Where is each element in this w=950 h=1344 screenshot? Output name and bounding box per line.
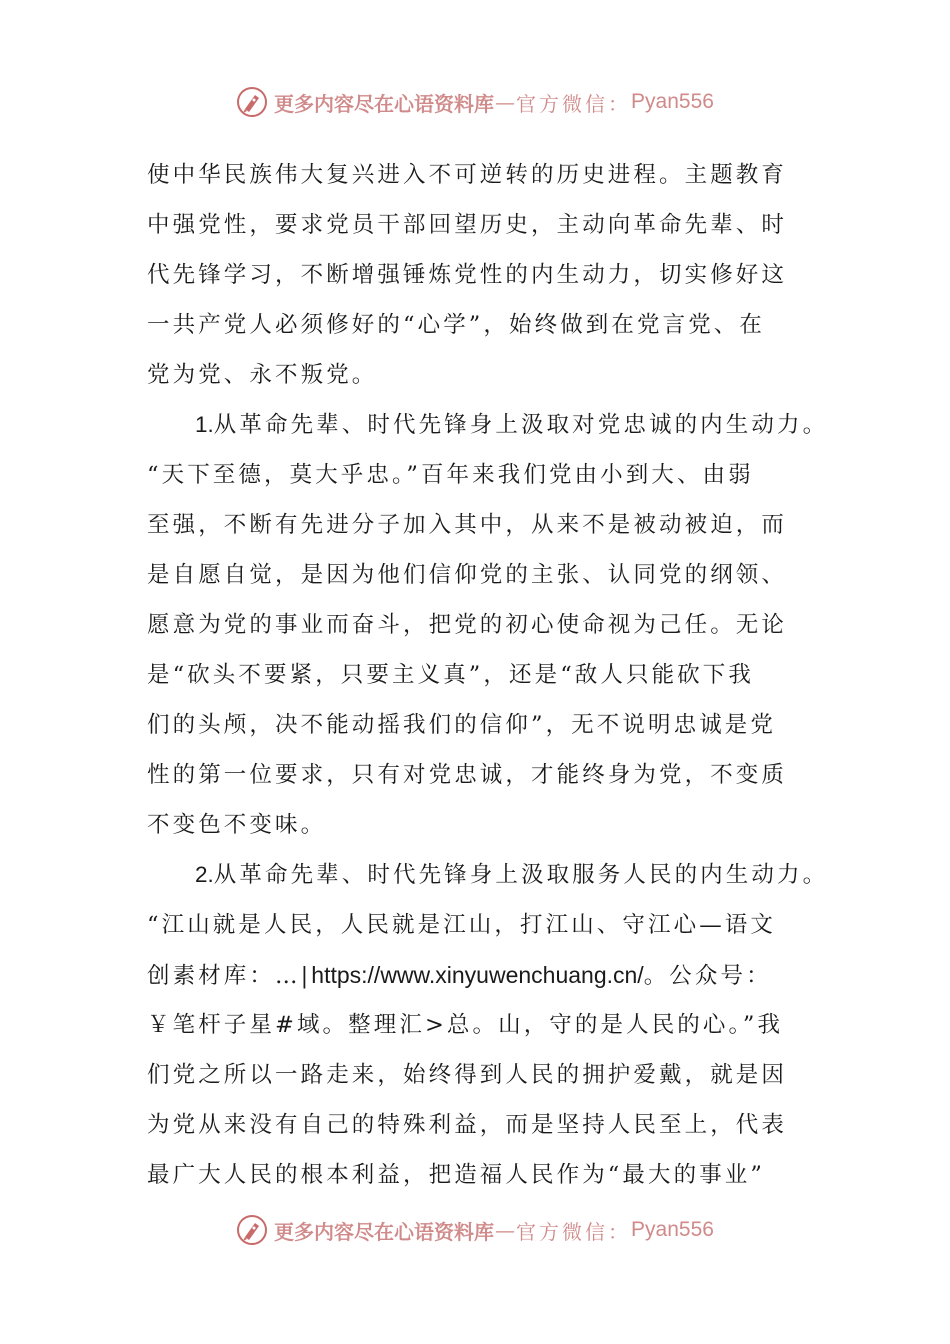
body-line: ￥笔杆子星#域。整理汇>总。山，守的是人民的心。”我 <box>147 1012 784 1038</box>
pen-nib-logo-icon <box>236 86 268 118</box>
body-line: 们党之所以一路走来，始终得到人民的拥护爱戴，就是因 <box>147 1062 788 1088</box>
body-line: 使中华民族伟大复兴进入不可逆转的历史进程。主题教育 <box>147 162 788 188</box>
body-line: 中强党性，要求党员干部回望历史，主动向革命先辈、时 <box>147 212 788 238</box>
banner-wechat-id: Pyan556 <box>631 90 714 113</box>
banner-separator: — <box>495 1218 516 1242</box>
document-body <box>147 150 837 1200</box>
body-line: 党为党、永不叛党。 <box>147 362 378 388</box>
website-url: https://www.xinyuwenchuang.cn/ <box>311 962 644 988</box>
body-line: 至强，不断有先进分子加入其中，从来不是被动被迫，而 <box>147 512 788 538</box>
body-line: 性的第一位要求，只有对党忠诚，才能终身为党，不变质 <box>147 762 788 788</box>
banner-main-text: 更多内容尽在心语资料库 <box>274 91 495 116</box>
body-line-with-url <box>147 950 837 1000</box>
body-line: 一共产党人必须修好的“心学”，始终做到在党言党、在 <box>147 312 766 338</box>
body-line: 不变色不变味。 <box>147 812 327 838</box>
body-line: 最广大人民的根本利益，把造福人民作为“最大的事业” <box>147 1162 766 1188</box>
body-line: 们的头颅，决不能动摇我们的信仰”，无不说明忠诚是党 <box>147 712 777 738</box>
section-1-heading-text: 从革命先辈、时代先锋身上汲取对党忠诚的内生动力。 <box>213 412 829 438</box>
section-2-heading <box>147 850 837 900</box>
body-line: 愿意为党的事业而奋斗，把党的初心使命视为己任。无论 <box>147 612 788 638</box>
url-suffix: 。公众号： <box>643 963 772 989</box>
section-1-heading <box>147 400 837 450</box>
body-line: 是自愿自觉，是因为他们信仰党的主张、认同党的纲领、 <box>147 562 788 588</box>
body-line: 是“砍头不要紧，只要主义真”，还是“敌人只能砍下我 <box>147 662 755 688</box>
section-2-heading-text: 从革命先辈、时代先锋身上汲取服务人民的内生动力。 <box>213 862 829 888</box>
url-prefix: 创素材库：…| <box>147 963 312 989</box>
body-line: “江山就是人民，人民就是江山，打江山、守江心—语文 <box>147 912 777 938</box>
banner-separator: — <box>495 90 516 114</box>
banner-wechat-id: Pyan556 <box>631 1218 714 1241</box>
footer-watermark-banner <box>0 1210 950 1250</box>
banner-wechat-label: 官方微信： <box>516 1219 632 1244</box>
header-watermark-banner <box>0 82 950 122</box>
body-line: “天下至德，莫大乎忠。”百年来我们党由小到大、由弱 <box>147 462 754 488</box>
banner-main-text: 更多内容尽在心语资料库 <box>274 1219 495 1244</box>
body-line: 为党从来没有自己的特殊利益，而是坚持人民至上，代表 <box>147 1112 788 1138</box>
section-2-number: 2. <box>195 862 214 887</box>
pen-nib-logo-icon <box>236 1214 268 1246</box>
banner-wechat-label: 官方微信： <box>516 91 632 116</box>
body-line: 代先锋学习，不断增强锤炼党性的内生动力，切实修好这 <box>147 262 788 288</box>
section-1-number: 1. <box>195 412 214 437</box>
